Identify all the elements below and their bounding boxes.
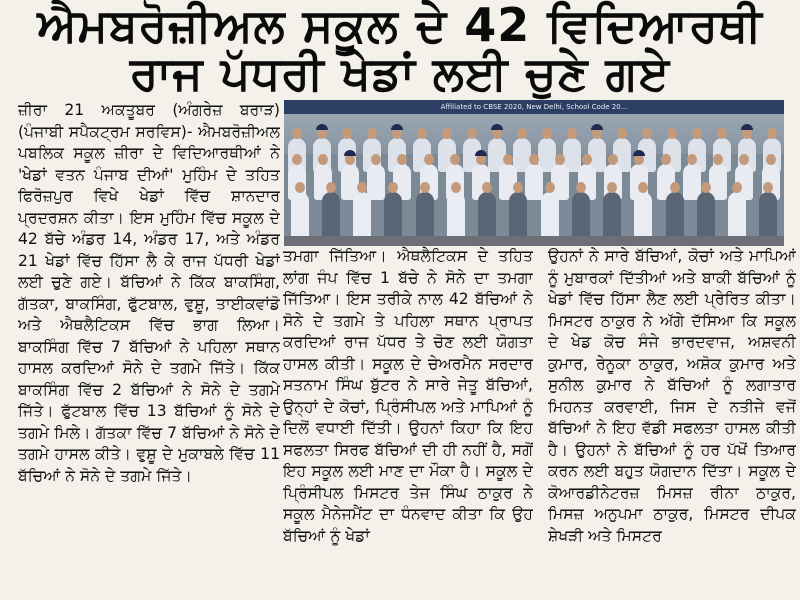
column-1-text: ਜ਼ੀਰਾ 21 ਅਕਤੂਬਰ (ਅੰਗਰੇਜ਼ ਬਰਾੜ) (ਪੰਜਾਬੀ ਸਪੈਕਟ੍ਰਮ ਸਰਵਿਸ)- ਐਮਬਰੋਜ਼ੀਅਲ ਪਬਲਿਕ ਸਕੂਲ ਜ਼ੀਰਾ ਦੇ ਵਿਦਿਆਰਥੀਆਂ ਨੇ 'ਖੇਡਾਂ ਵਤਨ ਪੰਜਾਬ ਦੀਆਂ' ਮੁਹਿੰਮ ਦੇ ਤਹਿਤ ਫਿਰੋਜ਼ਪੁਰ ਵਿਖੇ ਖੇਡਾਂ ਵਿੱਚ ਸ਼ਾਨਦਾਰ ਪ੍ਰਦਰਸ਼ਨ ਕੀਤਾ। ਇਸ ਮੁਹਿੰਮ ਵਿੱਚ ਸਕੂਲ ਦੇ 42 ਬੱਚੇ ਅੰਡਰ 14, ਅੰਡਰ 17, ਅਤੇ ਅੰਡਰ 21 ਖੇਡਾਂ ਵਿੱਚ ਹਿੱਸਾ ਲੈ ਕੇ ਰਾਜ ਪੱਧਰੀ ਖੇਡਾਂ ਲਈ ਚੁਣੇ ਗਏ। ਬੱਚਿਆਂ ਨੇ ਕਿੱਕ ਬਾਕਸਿੰਗ, ਗੱਤਕਾ, ਬਾਕਸਿੰਗ, ਫੁੱਟਬਾਲ, ਵੁਸ਼ੂ, ਤਾਈਕਵਾਂਡੋ ਅਤੇ ਐਥਲੈਟਿਕਸ ਵਿੱਚ ਭਾਗ ਲਿਆ। ਬਾਕਸਿੰਗ ਵਿੱਚ 7 ਬੱਚਿਆਂ ਨੇ ਪਹਿਲਾ ਸਥਾਨ ਹਾਸਲ ਕਰਦਿਆਂ ਸੋਨੇ ਦੇ ਤਗਮੇ ਜਿੱਤੇ। ਕਿੱਕ ਬਾਕਸਿੰਗ ਵਿੱਚ 2 ਬੱਚਿਆਂ ਨੇ ਸੋਨੇ ਦੇ ਤਗਮੇ ਜਿੱਤੇ। ਫੁੱਟਬਾਲ ਵਿੱਚ 13 ਬੱਚਿਆਂ ਨੂੰ ਸੋਨੇ ਦੇ ਤਗਮੇ ਮਿਲੇ। ਗੱਤਕਾ ਵਿੱਚ 7 ਬੱਚਿਆਂ ਨੇ ਸੋਨੇ ਦੇ ਤਗਮੇ ਹਾਸਲ ਕੀਤੇ। ਵੁਸ਼ੂ ਦੇ ਮੁਕਾਬਲੇ ਵਿੱਚ 11 ਬੱਚਿਆਂ ਨੇ ਸੋਨੇ ਦੇ ਤਗਮੇ ਜਿੱਤੇ। bbox=[18, 101, 280, 485]
article-column-1 bbox=[18, 100, 280, 600]
photo-floor bbox=[284, 236, 784, 246]
headline-line-1: ਐਮਬਰੋਜ਼ੀਅਲ ਸਕੂਲ ਦੇ 42 ਵਿਦਿਆਰਥੀ bbox=[37, 0, 763, 52]
article-column-3 bbox=[548, 246, 796, 600]
column-2-text: ਤਮਗਾ ਜਿੱਤਿਆ। ਐਥਲੈਟਿਕਸ ਦੇ ਤਹਿਤ ਲਾਂਗ ਜੰਪ ਵਿੱਚ 1 ਬੱਚੇ ਨੇ ਸੋਨੇ ਦਾ ਤਮਗਾ ਜਿੱਤਿਆ। ਇਸ ਤਰੀਕੇ ਨਾਲ 42 ਬੱਚਿਆਂ ਨੇ ਸੋਨੇ ਦੇ ਤਗਮੇ ਤੇ ਪਹਿਲਾ ਸਥਾਨ ਪ੍ਰਾਪਤ ਕਰਦਿਆਂ ਰਾਜ ਪੱਧਰ ਤੇ ਚੋਣ ਲਈ ਯੋਗਤਾ ਹਾਸਲ ਕੀਤੀ। ਸਕੂਲ ਦੇ ਚੇਅਰਮੈਨ ਸਰਦਾਰ ਸਤਨਾਮ ਸਿੰਘ ਬੁੱਟਰ ਨੇ ਸਾਰੇ ਜੇਤੂ ਬੱਚਿਆਂ, ਉਨ੍ਹਾਂ ਦੇ ਕੋਚਾਂ, ਪ੍ਰਿੰਸੀਪਲ ਅਤੇ ਮਾਪਿਆਂ ਨੂੰ ਦਿਲੋਂ ਵਧਾਈ ਦਿੱਤੀ। ਉਹਨਾਂ ਕਿਹਾ ਕਿ ਇਹ ਸਫਲਤਾ ਸਿਰਫ ਬੱਚਿਆਂ ਦੀ ਹੀ ਨਹੀਂ ਹੈ, ਸਗੋਂ ਇਹ ਸਕੂਲ ਲਈ ਮਾਣ ਦਾ ਮੌਕਾ ਹੈ। ਸਕੂਲ ਦੇ ਪ੍ਰਿੰਸੀਪਲ ਮਿਸਟਰ ਤੇਜ ਸਿੰਘ ਠਾਕੁਰ ਨੇ ਸਕੂਲ ਮੈਨੇਜਮੈਂਟ ਦਾ ਧੰਨਵਾਦ ਕੀਤਾ ਕਿ ਉਹ ਬੱਚਿਆਂ ਨੂੰ ਖੇਡਾਂ bbox=[283, 247, 533, 545]
article-headline bbox=[0, 0, 800, 100]
photo-banner-text: Affiliated to CBSE 2020, New Delhi, School Code 20... bbox=[284, 100, 784, 114]
column-3-text: ਉਹਨਾਂ ਨੇ ਸਾਰੇ ਬੱਚਿਆਂ, ਕੋਚਾਂ ਅਤੇ ਮਾਪਿਆਂ ਨੂੰ ਮੁਬਾਰਕਾਂ ਦਿੱਤੀਆਂ ਅਤੇ ਬਾਕੀ ਬੱਚਿਆਂ ਨੂੰ ਖੇਡਾਂ ਵਿੱਚ ਹਿੱਸਾ ਲੈਣ ਲਈ ਪ੍ਰੇਰਿਤ ਕੀਤਾ। ਮਿਸਟਰ ਠਾਕੁਰ ਨੇ ਅੱਗੇ ਦੱਸਿਆ ਕਿ ਸਕੂਲ ਦੇ ਖੇਡ ਕੋਚ ਸੰਜੇ ਭਾਰਦਵਾਜ, ਅਸ਼ਵਨੀ ਕੁਮਾਰ, ਰੇਨੂਕਾ ਠਾਕੁਰ, ਅਸ਼ੋਕ ਕੁਮਾਰ ਅਤੇ ਸੁਨੀਲ ਕੁਮਾਰ ਨੇ ਬੱਚਿਆਂ ਨੂੰ ਲਗਾਤਾਰ ਮਿਹਨਤ ਕਰਵਾਈ, ਜਿਸ ਦੇ ਨਤੀਜੇ ਵਜੋਂ ਬੱਚਿਆਂ ਨੇ ਇਹ ਵੱਡੀ ਸਫਲਤਾ ਹਾਸਲ ਕੀਤੀ ਹੈ। ਉਹਨਾਂ ਨੇ ਬੱਚਿਆਂ ਨੂੰ ਹਰ ਪੱਖੋਂ ਤਿਆਰ ਕਰਨ ਲਈ ਬਹੁਤ ਯੋਗਦਾਨ ਦਿੱਤਾ। ਸਕੂਲ ਦੇ ਕੋਆਰਡੀਨੇਟਰਜ਼ ਮਿਸਜ਼ ਰੀਨਾ ਠਾਕੁਰ, ਮਿਸਜ਼ ਅਨੁਪਮਾ ਠਾਕੁਰ, ਮਿਸਟਰ ਦੀਪਕ ਸ਼ੇਖੜੀ ਅਤੇ ਮਿਸਟਰ bbox=[548, 247, 796, 545]
headline-line-2: ਰਾਜ ਪੱਧਰੀ ਖੇਡਾਂ ਲਈ ਚੁਣੇ ਗਏ bbox=[129, 46, 671, 100]
article-column-2 bbox=[283, 246, 533, 600]
group-photo bbox=[284, 100, 784, 246]
